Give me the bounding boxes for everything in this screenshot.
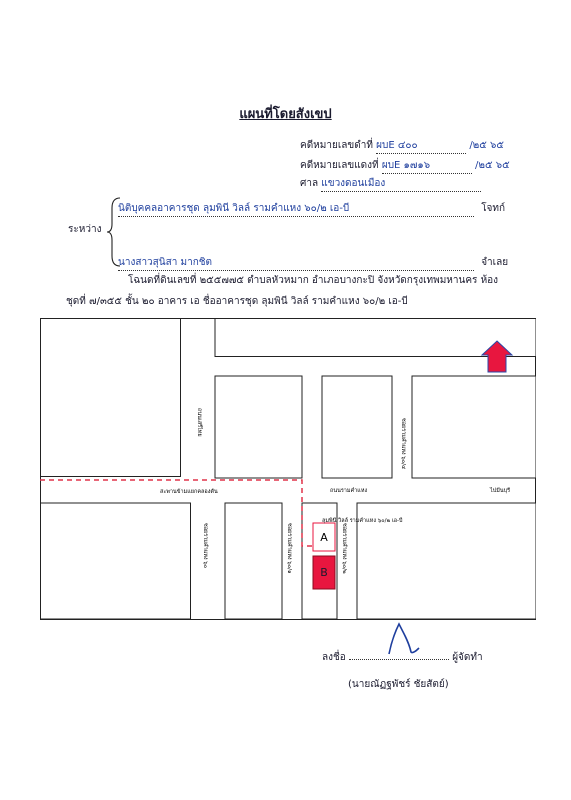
road-label-soi-60: ซอยรามคำแหง ๖๐ — [202, 523, 208, 569]
signer-name: (นายณัฏฐพัชร์ ชัยสัตย์) — [348, 679, 449, 690]
case-red-label: คดีหมายเลขแดงที่ — [300, 160, 379, 171]
building-name-label: ลุมพินี วิลล์ รามคำแหง ๖๐/๒ เอ-บี — [322, 518, 403, 524]
signature-row — [322, 650, 483, 665]
building-b-label: B — [320, 566, 328, 579]
case-red-row — [300, 158, 510, 174]
court-label: ศาล — [300, 178, 319, 189]
case-red-value: ผบE ๑๗๑๖ — [382, 158, 472, 174]
court-value: แขวงดอนเมือง — [321, 176, 481, 192]
block-top-left — [41, 319, 181, 477]
defendant-role: จำเลย — [481, 257, 509, 268]
case-black-year: /๒๕ ๖๕ — [469, 140, 504, 151]
case-black-row — [300, 138, 504, 154]
page-title: แผนที่โดยสังเขป — [239, 107, 332, 122]
road-label-ramkhamhaeng: ถนนรามคำแหง — [330, 488, 368, 494]
location-map — [40, 318, 536, 620]
case-black-label: คดีหมายเลขดำที่ — [300, 140, 373, 151]
block-bottom-left — [41, 503, 191, 619]
block-mid-center — [322, 376, 392, 478]
signature-line — [349, 659, 449, 660]
between-label: ระหว่าง — [68, 224, 102, 235]
block-mid-left — [215, 376, 302, 478]
land-description-line1: โฉนดที่ดินเลขที่ ๒๕๕๗๗๕ ตำบลหัวหมาก อำเภอบางกะปิ จังหวัดกรุงเทพมหานคร ห้อง — [128, 275, 499, 286]
land-description-line2: ชุดที่ ๗/๓๕๕ ชั้น ๒๐ อาคาร เอ ชื่ออาคารชุด ลุมพินี วิลล์ รามคำแหง ๖๐/๒ เอ-บี — [66, 296, 408, 307]
road-label-soi-60-2: ซอยรามคำแหง ๖๐/๒ — [341, 523, 347, 574]
defendant-name: นางสาวสุนิสา มากชิต — [118, 255, 474, 271]
case-red-year: /๒๕ ๖๕ — [475, 160, 510, 171]
block-bottom-mid — [225, 503, 282, 619]
signature-label: ลงชื่อ — [322, 652, 346, 663]
court-row — [300, 176, 481, 192]
plaintiff-role: โจทก์ — [481, 203, 506, 214]
road-label-soi-60-1: ซอยรามคำแหง ๖๐/๑ — [286, 523, 292, 574]
plaintiff-name: นิติบุคคลอาคารชุด ลุมพินี วิลล์ รามคำแหง ๖๐/๒ เอ-บี — [118, 201, 474, 217]
building-a-label: A — [320, 531, 328, 544]
case-black-value: ผบE ๔๐๐ — [376, 138, 466, 154]
signature-role: ผู้จัดทำ — [452, 652, 483, 663]
plaintiff-row — [118, 201, 505, 217]
road-label-seri-thai: ถนนเสรีไทย — [196, 408, 202, 437]
road-label-to-university: สะพานข้ามแยกคลองตัน — [160, 489, 218, 495]
block-mid-right — [412, 376, 536, 478]
road-label-to-minburi: ไปมีนบุรี — [490, 488, 511, 494]
road-label-soi-60-4: ซอยรามคำแหง ๖๐/๔ — [400, 418, 406, 470]
defendant-row — [118, 255, 508, 271]
